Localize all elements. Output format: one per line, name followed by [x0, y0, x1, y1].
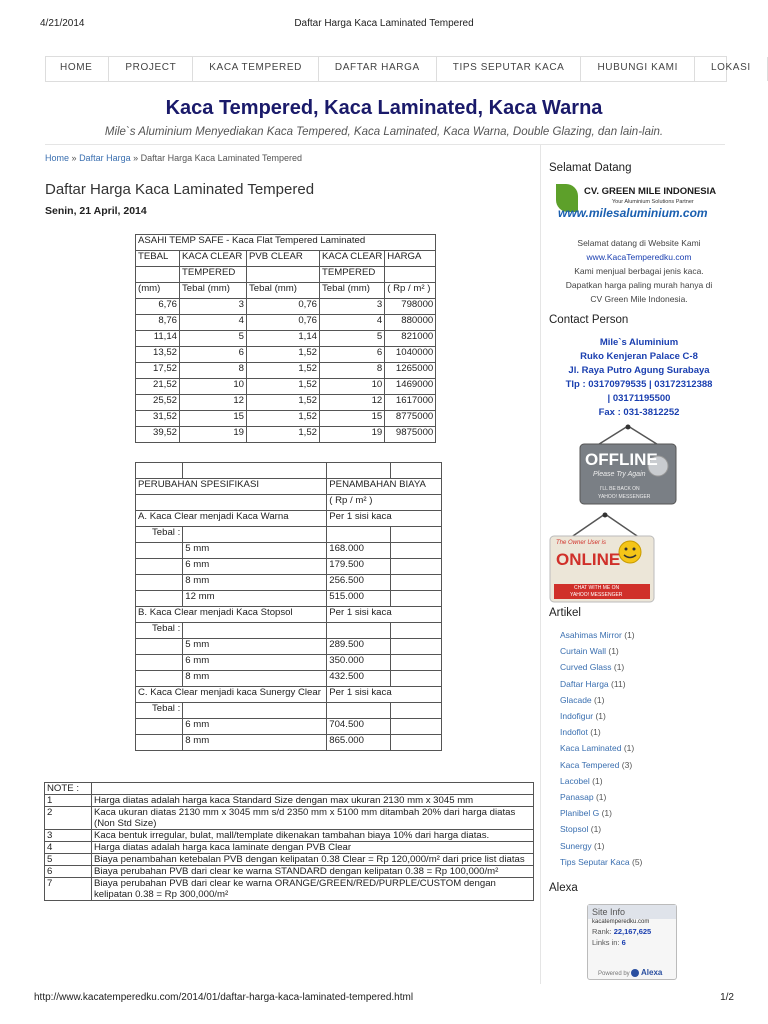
table-cell: 25,52 — [136, 395, 180, 411]
table-row — [136, 623, 442, 639]
table-cell: 432.500 — [327, 671, 391, 687]
notes-body — [45, 783, 534, 901]
nav-tips[interactable]: TIPS SEPUTAR KACA — [437, 57, 582, 81]
table-row — [136, 315, 436, 331]
artikel-link[interactable]: Panasap — [560, 792, 594, 803]
price-table-header — [136, 267, 436, 283]
artikel-link[interactable]: Asahimas Mirror — [560, 630, 622, 640]
column-header: TEBAL — [136, 251, 180, 267]
artikel-count: (11) — [611, 678, 626, 689]
contact-line: Fax : 031-3812252 — [598, 407, 680, 418]
note-row — [45, 807, 534, 830]
artikel-link[interactable]: Indoflot — [560, 727, 588, 738]
contact-line: Mile`s Aluminium — [599, 337, 679, 348]
site-title[interactable]: Kaca Tempered, Kaca Laminated, Kaca Warna — [165, 97, 603, 119]
table-cell — [391, 719, 442, 735]
column-header: Tebal (mm) — [247, 283, 320, 299]
table-row — [136, 559, 442, 575]
column-header: PERUBAHAN SPESIFIKASI — [136, 479, 327, 495]
column-header: TEMPERED — [320, 267, 385, 283]
note-number: 7 — [45, 878, 92, 901]
artikel-count: (1) — [594, 694, 605, 705]
table-cell — [136, 575, 183, 591]
table-row — [136, 591, 442, 607]
table-row — [136, 527, 442, 543]
widget-title: Artikel — [549, 607, 581, 619]
table-cell: 5 — [320, 331, 385, 347]
offline-small: YAHOO! MESSENGER — [598, 494, 651, 500]
table-row — [136, 331, 436, 347]
breadcrumb-current: Daftar Harga Kaca Laminated Tempered — [140, 153, 303, 163]
notes-header — [45, 783, 534, 795]
artikel-count: (1) — [594, 840, 605, 851]
table-cell — [391, 671, 442, 687]
price-table — [135, 234, 436, 443]
artikel-count: (1) — [623, 743, 635, 754]
post-title: Daftar Harga Kaca Laminated Tempered — [45, 181, 315, 198]
table-cell: 12 — [320, 395, 385, 411]
alexa-links-label: Links in: — [592, 938, 620, 947]
artikel-link[interactable]: Indofigur — [560, 711, 594, 722]
site-description: Mile`s Aluminium Menyediakan Kaca Tempered, Kaca Laminated, Kaca Warna, Double Glazing, dan lain-lain. — [104, 126, 664, 138]
print-title: Daftar Harga Kaca Laminated Tempered — [294, 18, 474, 29]
artikel-count: (1) — [601, 808, 612, 819]
note-number: 6 — [45, 866, 92, 878]
column-header: ( Rp / m² ) — [385, 283, 436, 299]
table-cell: 865.000 — [327, 735, 391, 751]
table-cell: 8775000 — [385, 411, 436, 427]
note-number: NOTE : — [45, 783, 92, 795]
widget-title: Alexa — [549, 882, 578, 894]
table-cell — [136, 543, 183, 559]
table-cell — [391, 591, 442, 607]
table-cell — [136, 463, 183, 479]
table-cell — [391, 575, 442, 591]
table-cell: 11,14 — [136, 331, 180, 347]
table-cell: 10 — [320, 379, 385, 395]
table-cell: 4 — [180, 315, 247, 331]
table-cell — [183, 463, 327, 479]
table-cell — [136, 559, 183, 575]
table-cell: 1,52 — [247, 427, 320, 443]
note-row — [45, 795, 534, 807]
table-cell: 6 mm — [183, 559, 327, 575]
alexa-rank: 22,167,625 — [613, 927, 652, 936]
note-text: Biaya penambahan ketebalan PVB dengan kelipatan 0.38 Clear = Rp 120,000/m² dari price list diatas — [92, 854, 534, 866]
table-cell: 0,76 — [247, 299, 320, 315]
breadcrumb-home[interactable]: Home — [45, 153, 70, 163]
table-cell — [327, 703, 391, 719]
artikel-link[interactable]: Lacobel — [560, 775, 590, 786]
table-cell — [327, 463, 391, 479]
alexa-powered: Powered by — [598, 970, 630, 977]
table-cell — [391, 559, 442, 575]
table-cell: 8 — [320, 363, 385, 379]
note-number: 2 — [45, 807, 92, 830]
note-row — [45, 854, 534, 866]
table-cell: 21,52 — [136, 379, 180, 395]
table-cell: Per 1 sisi kaca — [327, 687, 442, 703]
column-header: TEMPERED — [180, 267, 247, 283]
table-cell — [183, 623, 327, 639]
table-cell: 515.000 — [327, 591, 391, 607]
note-number: 3 — [45, 830, 92, 842]
nav-lokasi[interactable]: LOKASI — [695, 57, 768, 81]
contact-line: Tlp : 03170979535 | 03172312388 — [565, 379, 713, 390]
table-row — [136, 411, 436, 427]
table-row — [136, 703, 442, 719]
table-cell — [327, 623, 391, 639]
table-cell: 13,52 — [136, 347, 180, 363]
table-cell: Per 1 sisi kaca — [327, 511, 442, 527]
spec-change-body — [136, 463, 442, 751]
note-row — [45, 866, 534, 878]
print-url: http://www.kacatemperedku.com/2014/01/daftar-harga-kaca-laminated-tempered.html — [34, 992, 414, 1003]
table-cell: 19 — [180, 427, 247, 443]
artikel-item[interactable] — [549, 838, 729, 854]
table-cell — [391, 703, 442, 719]
column-header: (mm) — [136, 283, 180, 299]
column-header: KACA CLEAR — [320, 251, 385, 267]
table-row — [136, 735, 442, 751]
table-cell: 8,76 — [136, 315, 180, 331]
artikel-count: (1) — [595, 792, 607, 803]
note-text: Harga diatas adalah harga kaca laminate dengan PVB Clear — [92, 842, 534, 854]
artikel-count: (1) — [613, 662, 625, 673]
table-cell: Per 1 sisi kaca — [327, 607, 442, 623]
artikel-item[interactable] — [549, 854, 729, 870]
section-title: B. Kaca Clear menjadi Kaca Stopsol — [136, 607, 327, 623]
artikel-link[interactable]: Kaca Tempered — [560, 759, 620, 770]
table-cell: 15 — [180, 411, 247, 427]
table-cell: 9875000 — [385, 427, 436, 443]
contact-line: | 03171195500 — [607, 393, 671, 404]
artikel-item[interactable] — [549, 789, 729, 805]
note-number: 1 — [45, 795, 92, 807]
table-cell — [391, 655, 442, 671]
artikel-item[interactable] — [549, 627, 729, 643]
table-cell: 6 mm — [183, 719, 327, 735]
table-cell — [391, 543, 442, 559]
artikel-link[interactable]: Kaca Laminated — [560, 743, 622, 754]
table-cell: Tebal : — [136, 703, 183, 719]
logo-tagline: Your Aluminium Solutions Partner — [612, 199, 694, 205]
sidebar-divider — [540, 144, 541, 984]
breadcrumb-separator: » — [71, 153, 77, 163]
artikel-link[interactable]: Glacade — [560, 694, 592, 705]
section-title: C. Kaca Clear menjadi kaca Sunergy Clear — [136, 687, 327, 703]
artikel-item[interactable] — [549, 643, 729, 659]
artikel-link[interactable]: Curved Glass — [560, 662, 612, 673]
table-cell: Tebal : — [136, 623, 183, 639]
table-cell: Tebal : — [136, 527, 183, 543]
welcome-line: Kami menjual berbagai jenis kaca. — [574, 266, 704, 276]
table-cell: 1,14 — [247, 331, 320, 347]
table-cell — [391, 639, 442, 655]
main-nav — [45, 56, 751, 82]
table-cell: 5 mm — [183, 639, 327, 655]
alexa-rank-label: Rank: — [592, 927, 612, 936]
nav-daftar-harga[interactable]: DAFTAR HARGA — [319, 57, 437, 81]
table-row — [136, 671, 442, 687]
table-row — [136, 543, 442, 559]
contact-info — [549, 336, 729, 420]
artikel-link[interactable]: Daftar Harga — [560, 678, 609, 689]
table-cell: 1469000 — [385, 379, 436, 395]
table-row — [136, 363, 436, 379]
section-row — [136, 607, 442, 623]
artikel-count: (1) — [590, 727, 601, 738]
column-header: PVB CLEAR — [247, 251, 320, 267]
online-small: YAHOO! MESSENGER — [570, 592, 623, 598]
notes-table — [44, 782, 534, 901]
table-cell: 1265000 — [385, 363, 436, 379]
welcome-text — [549, 236, 729, 306]
artikel-link[interactable]: Planibel G — [560, 808, 600, 819]
spec-change-table — [135, 462, 442, 751]
table-cell — [391, 463, 442, 479]
artikel-item[interactable] — [549, 821, 729, 837]
note-text: Kaca bentuk irregular, bulat, mall/template dikenakan tambahan biaya 10% dari harga diatas. — [92, 830, 534, 842]
table-cell: 8 mm — [183, 735, 327, 751]
table-cell: 6 — [320, 347, 385, 363]
section-title: A. Kaca Clear menjadi Kaca Warna — [136, 511, 327, 527]
table-cell: 798000 — [385, 299, 436, 315]
table-row — [136, 655, 442, 671]
table-cell — [183, 527, 327, 543]
table-cell — [327, 527, 391, 543]
table-cell: 821000 — [385, 331, 436, 347]
table-cell: 1040000 — [385, 347, 436, 363]
table-cell: 179.500 — [327, 559, 391, 575]
table-cell — [391, 735, 442, 751]
price-table-header — [136, 283, 436, 299]
welcome-line: CV Green Mile Indonesia. — [590, 294, 688, 304]
alexa-brand: Alexa — [641, 967, 663, 977]
table-cell — [136, 735, 183, 751]
table-cell: 1,52 — [247, 363, 320, 379]
contact-line: Ruko Kenjeran Palace C-8 — [580, 351, 698, 362]
table-cell: 1,52 — [247, 379, 320, 395]
alexa-logo-icon — [631, 969, 639, 977]
price-table-body — [136, 299, 436, 443]
artikel-link[interactable]: Stopsol — [560, 824, 589, 835]
note-row — [45, 830, 534, 842]
table-cell — [136, 495, 327, 511]
table-row — [136, 347, 436, 363]
artikel-widget — [549, 607, 729, 619]
note-row — [45, 842, 534, 854]
print-page-number: 1/2 — [720, 992, 734, 1003]
table-row — [136, 575, 442, 591]
note-text: Kaca ukuran diatas 2130 mm x 3045 mm s/d 2350 mm x 5100 mm ditambah 20% dari harga diatas (Non Std Size) — [92, 807, 534, 830]
note-text: Biaya perubahan PVB dari clear ke warna STANDARD dengan kelipatan 0.38 = Rp 100,000/m² — [92, 866, 534, 878]
breadcrumb-separator: » — [133, 153, 139, 163]
table-cell: 1,52 — [247, 411, 320, 427]
table-cell: 880000 — [385, 315, 436, 331]
online-script: The Owner User is — [556, 540, 607, 546]
widget-title: Selamat Datang — [549, 162, 632, 174]
alexa-domain: kacatemperedku.com — [592, 919, 650, 925]
note-number: 5 — [45, 854, 92, 866]
table-cell: 350.000 — [327, 655, 391, 671]
welcome-link[interactable]: www.KacaTemperedku.com — [586, 252, 692, 262]
section-row — [136, 511, 442, 527]
table-header — [136, 495, 442, 511]
table-cell — [136, 719, 183, 735]
table-cell: 19 — [320, 427, 385, 443]
table-cell: 704.500 — [327, 719, 391, 735]
table-cell: 8 mm — [183, 671, 327, 687]
company-logo[interactable] — [556, 184, 716, 224]
artikel-item[interactable] — [549, 724, 729, 740]
table-cell — [391, 623, 442, 639]
table-cell: 6 — [180, 347, 247, 363]
column-header — [385, 267, 436, 283]
offline-label: OFFLINE — [585, 450, 658, 469]
artikel-count: (3) — [621, 759, 633, 770]
artikel-item[interactable] — [549, 676, 729, 692]
artikel-item[interactable] — [549, 757, 729, 773]
table-cell: 17,52 — [136, 363, 180, 379]
artikel-count: (1) — [624, 630, 635, 640]
table-cell: 8 mm — [183, 575, 327, 591]
breadcrumb-category[interactable]: Daftar Harga — [79, 153, 131, 163]
table-cell: 1,52 — [247, 347, 320, 363]
table-cell: 8 — [180, 363, 247, 379]
online-small: CHAT WITH ME ON — [574, 585, 620, 591]
table-header — [136, 479, 442, 495]
table-cell: 1617000 — [385, 395, 436, 411]
artikel-item[interactable] — [549, 708, 729, 724]
alexa-head: Site Info — [588, 905, 676, 919]
logo-name: CV. GREEN MILE INDONESIA — [584, 186, 717, 197]
artikel-list — [549, 627, 729, 870]
price-table-header — [136, 251, 436, 267]
table-row — [136, 463, 442, 479]
table-row — [136, 639, 442, 655]
note-text: Harga diatas adalah harga kaca Standard Size dengan max ukuran 2130 mm x 3045 mm — [92, 795, 534, 807]
print-date: 4/21/2014 — [40, 18, 85, 29]
table-cell — [136, 655, 183, 671]
table-cell: 12 mm — [183, 591, 327, 607]
table-cell: 4 — [320, 315, 385, 331]
sidebar-welcome-title — [549, 162, 729, 174]
nav-hubungi[interactable]: HUBUNGI KAMI — [581, 57, 695, 81]
note-text: Biaya perubahan PVB dari clear ke warna ORANGE/GREEN/RED/PURPLE/CUSTOM dengan kelipatan 0.38 = Rp 300,000/m² — [92, 878, 534, 901]
column-header: HARGA — [385, 251, 436, 267]
table-cell: 168.000 — [327, 543, 391, 559]
artikel-item[interactable] — [549, 773, 729, 789]
table-cell: 256.500 — [327, 575, 391, 591]
post-date: Senin, 21 April, 2014 — [45, 205, 147, 217]
column-header: Tebal (mm) — [180, 283, 247, 299]
column-header: PENAMBAHAN BIAYA — [327, 479, 442, 495]
artikel-item[interactable] — [549, 805, 729, 821]
table-cell: 289.500 — [327, 639, 391, 655]
table-cell: 5 mm — [183, 543, 327, 559]
widget-title: Contact Person — [549, 314, 629, 326]
artikel-count: (1) — [590, 824, 602, 835]
header-divider — [45, 144, 725, 145]
artikel-count: (1) — [608, 646, 619, 657]
contact-widget — [549, 314, 729, 326]
nav-project[interactable]: PROJECT — [109, 57, 193, 81]
table-cell: 12 — [180, 395, 247, 411]
artikel-count: (5) — [632, 856, 643, 867]
column-header: Tebal (mm) — [320, 283, 385, 299]
artikel-count: (1) — [595, 711, 606, 722]
note-text — [92, 783, 534, 795]
contact-line: Jl. Raya Putro Agung Surabaya — [568, 365, 710, 376]
column-header — [136, 267, 180, 283]
alexa-links: 6 — [621, 938, 626, 947]
artikel-item[interactable] — [549, 740, 729, 756]
note-number: 4 — [45, 842, 92, 854]
table-cell: 10 — [180, 379, 247, 395]
table-row — [136, 379, 436, 395]
alexa-badge[interactable] — [587, 904, 677, 980]
section-row — [136, 687, 442, 703]
table-cell: 5 — [180, 331, 247, 347]
logo-url: www.milesaluminium.com — [558, 206, 708, 220]
table-row — [136, 299, 436, 315]
offline-small: I'LL BE BACK ON — [600, 486, 640, 492]
column-header — [247, 267, 320, 283]
column-header: ( Rp / m² ) — [327, 495, 442, 511]
table-row — [136, 719, 442, 735]
welcome-line: Selamat datang di Website Kami — [577, 238, 701, 248]
nav-home[interactable]: HOME — [46, 57, 109, 81]
table-cell: 3 — [180, 299, 247, 315]
table-cell: 15 — [320, 411, 385, 427]
online-label: ONLINE — [556, 550, 621, 569]
table-row — [136, 395, 436, 411]
note-row — [45, 878, 534, 901]
artikel-count: (1) — [592, 775, 603, 786]
table-cell: 31,52 — [136, 411, 180, 427]
welcome-line: Dapatkan harga paling murah hanya di — [565, 280, 713, 290]
artikel-link[interactable]: Sunergy — [560, 840, 592, 851]
table-cell: 6 mm — [183, 655, 327, 671]
price-table-caption: ASAHI TEMP SAFE - Kaca Flat Tempered Laminated — [136, 235, 436, 251]
artikel-link[interactable]: Tips Seputar Kaca — [560, 856, 630, 867]
column-header: KACA CLEAR — [180, 251, 247, 267]
table-row — [136, 427, 436, 443]
artikel-item[interactable] — [549, 692, 729, 708]
alexa-widget — [549, 882, 729, 894]
table-cell: 3 — [320, 299, 385, 315]
table-cell: 39,52 — [136, 427, 180, 443]
table-cell: 0,76 — [247, 315, 320, 331]
table-cell: 6,76 — [136, 299, 180, 315]
table-cell — [391, 527, 442, 543]
table-cell — [136, 671, 183, 687]
artikel-item[interactable] — [549, 659, 729, 675]
breadcrumb — [45, 153, 302, 163]
nav-kaca-tempered[interactable]: KACA TEMPERED — [193, 57, 319, 81]
table-cell — [183, 703, 327, 719]
table-cell — [136, 591, 183, 607]
table-cell — [136, 639, 183, 655]
table-cell: 1,52 — [247, 395, 320, 411]
offline-script: Please Try Again — [593, 471, 646, 478]
artikel-link[interactable]: Curtain Wall — [560, 646, 606, 657]
